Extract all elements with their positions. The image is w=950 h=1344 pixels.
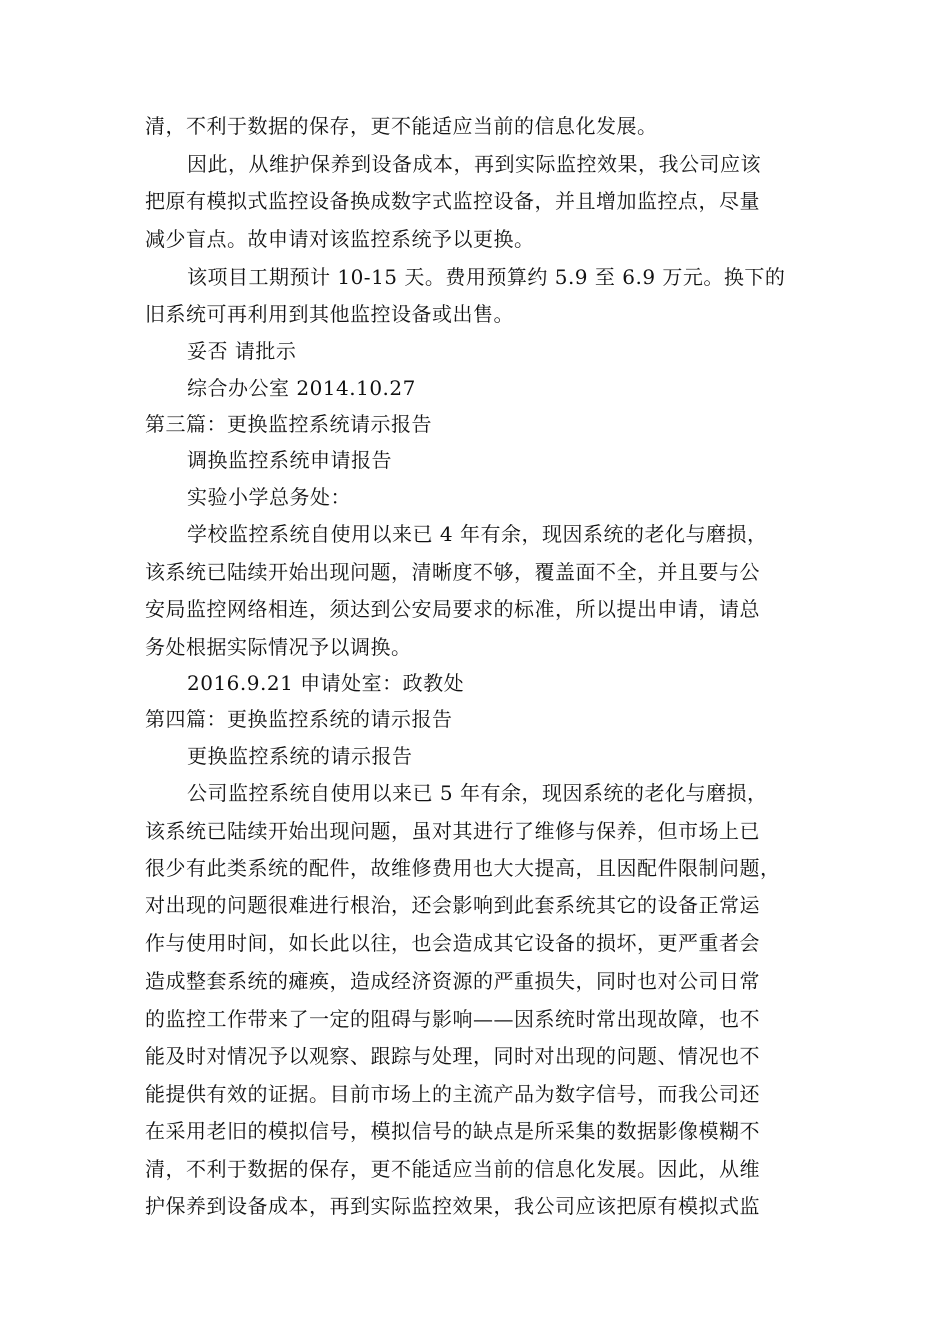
- addressee: 实验小学总务处：: [187, 485, 351, 509]
- text-line: 把原有模拟式监控设备换成数字式监控设备，并且增加监控点，尽量: [145, 189, 760, 213]
- report-title: 调换监控系统申请报告: [187, 448, 392, 472]
- text-line: 妥否 请批示: [187, 339, 297, 363]
- text-line: 该项目工期预计 10-15 天。费用预算约 5.9 至 6.9 万元。换下的: [187, 265, 786, 289]
- text-line: 旧系统可再利用到其他监控设备或出售。: [145, 302, 514, 326]
- text-line: 安局监控网络相连，须达到公安局要求的标准，所以提出申请，请总: [145, 597, 760, 621]
- text-line: 清，不利于数据的保存，更不能适应当前的信息化发展。因此，从维: [145, 1157, 760, 1181]
- text-line: 综合办公室 2014.10.27: [187, 376, 416, 400]
- text-line: 能及时对情况予以观察、跟踪与处理，同时对出现的问题、情况也不: [145, 1044, 760, 1068]
- text-line: 对出现的问题很难进行根治，还会影响到此套系统其它的设备正常运: [145, 893, 760, 917]
- signature-line: 2016.9.21 申请处室：政教处: [187, 671, 465, 695]
- text-line: 减少盲点。故申请对该监控系统予以更换。: [145, 227, 535, 251]
- text-line: 护保养到设备成本，再到实际监控效果，我公司应该把原有模拟式监: [145, 1194, 760, 1218]
- text-line: 该系统已陆续开始出现问题，清晰度不够，覆盖面不全，并且要与公: [145, 560, 760, 584]
- section-heading: 第四篇：更换监控系统的请示报告: [145, 707, 453, 731]
- text-line: 因此，从维护保养到设备成本，再到实际监控效果，我公司应该: [187, 152, 761, 176]
- report-title: 更换监控系统的请示报告: [187, 744, 413, 768]
- text-line: 很少有此类系统的配件，故维修费用也大大提高，且因配件限制问题，: [145, 856, 781, 880]
- text-line: 在采用老旧的模拟信号，模拟信号的缺点是所采集的数据影像模糊不: [145, 1119, 760, 1143]
- text-line: 学校监控系统自使用以来已 4 年有余，现因系统的老化与磨损，: [187, 522, 768, 546]
- text-line: 作与使用时间，如长此以往，也会造成其它设备的损坏，更严重者会: [145, 931, 760, 955]
- text-line: 务处根据实际情况予以调换。: [145, 635, 412, 659]
- text-line: 该系统已陆续开始出现问题，虽对其进行了维修与保养，但市场上已: [145, 819, 760, 843]
- section-heading: 第三篇：更换监控系统请示报告: [145, 412, 432, 436]
- text-line: 能提供有效的证据。目前市场上的主流产品为数字信号，而我公司还: [145, 1082, 760, 1106]
- text-line: 的监控工作带来了一定的阻碍与影响——因系统时常出现故障，也不: [145, 1007, 760, 1031]
- text-line: 清，不利于数据的保存，更不能适应当前的信息化发展。: [145, 114, 658, 138]
- text-line: 造成整套系统的瘫痪，造成经济资源的严重损失，同时也对公司日常: [145, 969, 760, 993]
- text-line: 公司监控系统自使用以来已 5 年有余，现因系统的老化与磨损，: [187, 781, 768, 805]
